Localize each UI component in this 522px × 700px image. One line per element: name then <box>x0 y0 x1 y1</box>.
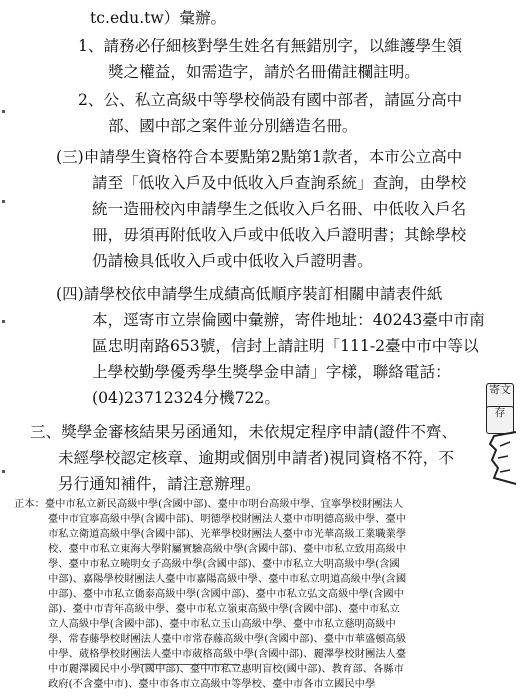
binding-mark <box>2 200 5 203</box>
binding-mark <box>2 470 5 473</box>
recipient-line: 中部)、臺中市私立僑泰高級中學(含國中部)、臺中市私立弘文高級中學(含國中 <box>48 588 404 600</box>
underline-rule <box>140 664 240 665</box>
text-line: (四)請學校依申請學生成績高低順序裝訂相關申請表件紙 <box>56 285 443 303</box>
recipient-line: 中市麗澤國民中小學(國中部)、臺中市私立惠明盲校(國中部)、教育部、各縣市 <box>48 663 404 675</box>
recipient-line: 中學、葳格學校財團法人臺中市葳格高級中學(含國中部)、麗澤學校財團法人臺 <box>48 648 407 660</box>
text-line: 冊，毋須再附低收入戶或中低收入戶證明書；其餘學校 <box>92 226 467 244</box>
recipient-line: 政府(不含臺中市)、臺中市各市立高級中等學校、臺中市各市立國民中學 <box>48 678 376 690</box>
seal-icon <box>486 430 522 486</box>
recipient-line: 市私立衛道高級中學(含國中部)、光華學校財團法人臺中市光華高級工業職業學 <box>48 528 407 540</box>
recipient-line: 中部)、嘉陽學校財團法人臺中市嘉陽高級中學、臺中市私立明道高級中學(含國 <box>48 573 407 585</box>
text-line: 未經學校認定核章、逾期或個別申請者)視同資格不符，不 <box>58 449 454 467</box>
text-line: 另行通知補件，請注意辦理。 <box>58 475 261 493</box>
text-line: tc.edu.tw）彙辦。 <box>90 9 227 27</box>
text-line: 獎之權益，如需造字，請於名冊備註欄註明。 <box>108 63 420 81</box>
text-line: 部、國中部之案件並分別繕造名冊。 <box>108 117 358 135</box>
text-line: 區忠明南路653號，信封上請註明「111-2臺中市中等以 <box>92 337 479 355</box>
text-line: 統一造冊校內申請學生之低收入戶名冊、中低收入戶名 <box>92 200 467 218</box>
stamp-top-text: 寄文 <box>489 383 511 396</box>
text-line: 2、公、私立高級中等學校倘設有國中部者，請區分高中 <box>78 91 463 109</box>
recipient-line: 學、常春藤學校財團法人臺中市常春藤高級中學(含國中部)、臺中市華盛頓高級 <box>48 633 407 645</box>
stamp-bottom-text: 存 <box>494 406 506 419</box>
text-line: 1、請務必仔細核對學生姓名有無錯別字，以維護學生領 <box>78 37 463 55</box>
binding-mark <box>2 110 5 113</box>
binding-mark <box>2 320 5 323</box>
recipient-line: 立人高級中學(含國中部)、臺中市私立玉山高級中學、臺中市私立慈明高級中 <box>48 618 396 630</box>
text-line: 本，逕寄市立崇倫國中彙辦，寄件地址：40243臺中市南 <box>92 311 485 329</box>
recipient-line: 部)、臺中市青年高級中學、臺中市私立嶺東高級中學(含國中部)、臺中市私立 <box>48 603 400 615</box>
text-line: 上學校勤學優秀學生獎學金申請」字樣，聯絡電話： <box>92 363 451 381</box>
text-line: 仍請檢具低收入戶或中低收入戶證明書。 <box>92 252 373 270</box>
text-line: 三、獎學金審核結果另函通知，未依規定程序申請(證件不齊、 <box>30 423 458 441</box>
recipient-line: 學、臺中市私立曉明女子高級中學(含國中部)、臺中市私立大明高級中學(含國 <box>48 558 400 570</box>
text-line: (三)申請學生資格符合本要點第2點第1款者，本市公立高中 <box>56 148 463 166</box>
recipient-line: 臺中市宜寧高級中學(含國中部)、明德學校財團法人臺中市明德高級中學、臺中 <box>48 513 407 525</box>
text-line: (04)23712324分機722。 <box>92 389 280 407</box>
text-line: 請至「低收入戶及中低收入戶查詢系統」查詢，由學校 <box>92 174 467 192</box>
recipient-line: 校、臺中市私立東海大學附屬實驗高級中學(含國中部)、臺中市私立致用高級中 <box>48 543 407 555</box>
recipient-line: 正本：臺中市私立新民高級中學(含國中部)、臺中市明台高級中學、宜寧學校財團法人 <box>14 498 404 510</box>
